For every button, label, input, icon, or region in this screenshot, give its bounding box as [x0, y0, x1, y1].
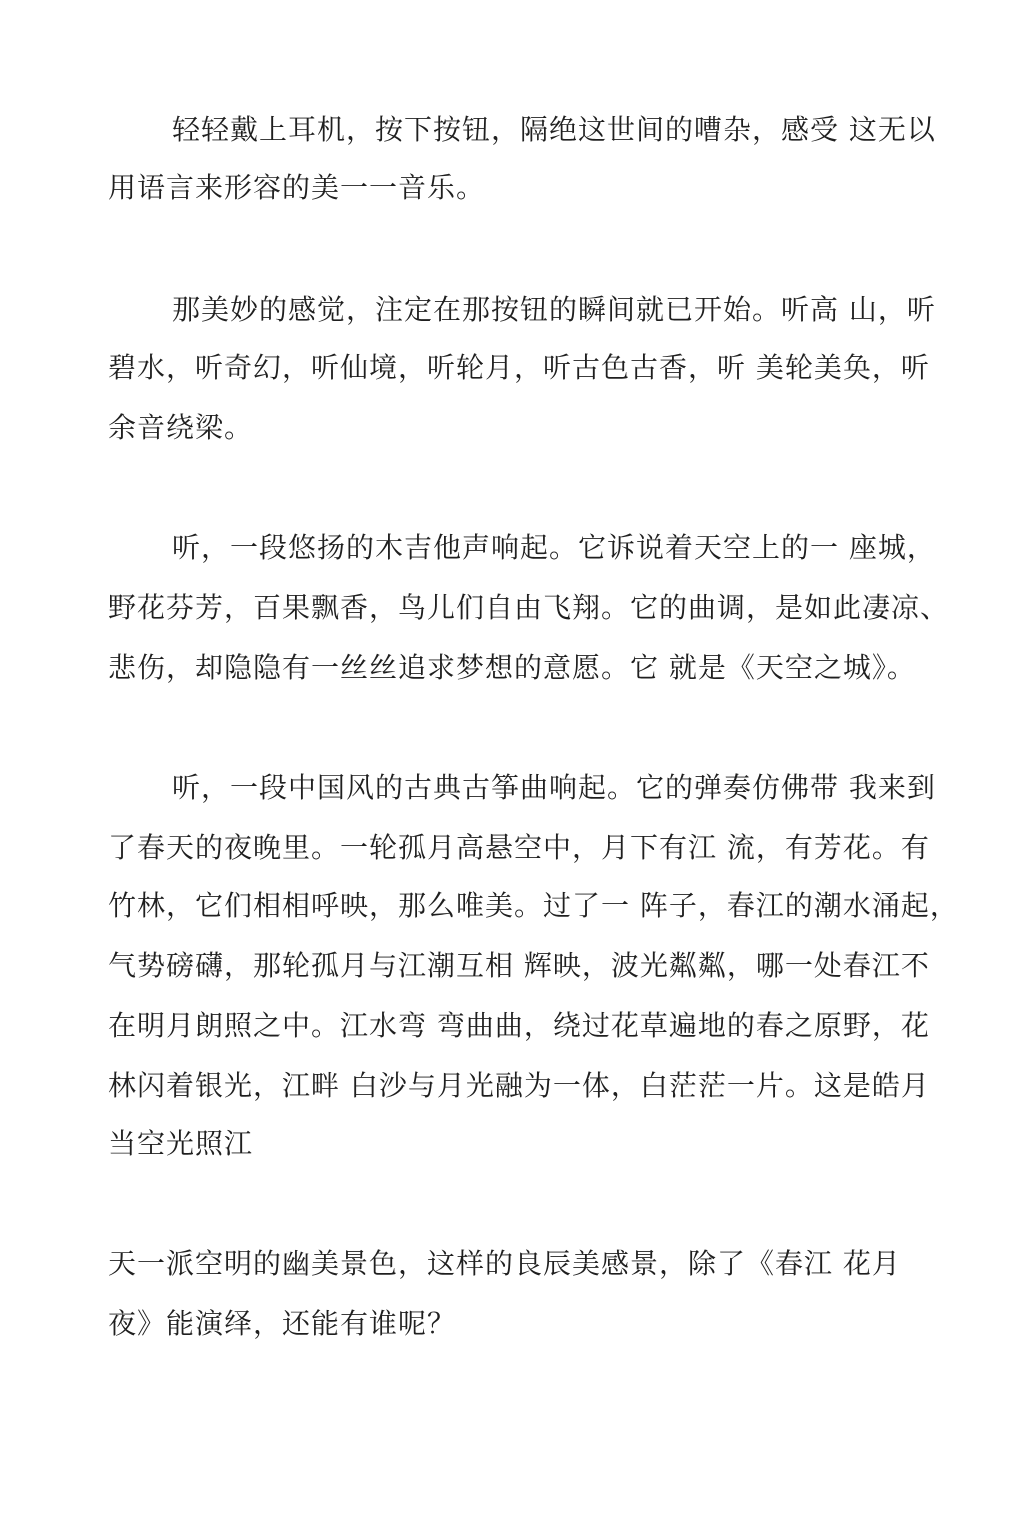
paragraph-2-line-1: 那美妙的感觉，注定在那按钮的瞬间就已开始。听高 山，听 [172, 293, 936, 326]
paragraph-4-line-5: 在明月朗照之中。江水弯 弯曲曲，绕过花草遍地的春之原野，花 [108, 1009, 930, 1042]
paragraph-4-line-4: 气势磅礴，那轮孤月与江潮互相 辉映，波光粼粼，哪一处春江不 [108, 949, 930, 982]
paragraph-5-line-1: 天一派空明的幽美景色，这样的良辰美感景，除了《春江 花月 [108, 1247, 901, 1280]
paragraph-4-line-2: 了春天的夜晚里。一轮孤月高悬空中，月下有江 流，有芳花。有 [108, 831, 930, 864]
paragraph-1-line-2: 用语言来形容的美一一音乐。 [108, 171, 486, 204]
paragraph-4-line-7: 当空光照江 [108, 1127, 254, 1160]
paragraph-3-line-3: 悲伤，却隐隐有一丝丝追求梦想的意愿。它 就是《天空之城》。 [108, 651, 916, 684]
paragraph-3-line-2: 野花芬芳，百果飘香，鸟儿们自由飞翔。它的曲调，是如此凄凉、 [108, 591, 950, 624]
paragraph-2-line-3: 余音绕梁。 [108, 411, 254, 444]
paragraph-1-line-1: 轻轻戴上耳机，按下按钮，隔绝这世间的嘈杂，感受 这无以 [172, 113, 936, 146]
paragraph-5-line-2: 夜》能演绎，还能有谁呢？ [108, 1307, 457, 1340]
paragraph-2-line-2: 碧水，听奇幻，听仙境，听轮月，听古色古香，听 美轮美奂，听 [108, 351, 930, 384]
paragraph-4-line-3: 竹林，它们相相呼映，那么唯美。过了一 阵子，春江的潮水涌起， [108, 889, 959, 922]
paragraph-3-line-1: 听，一段悠扬的木吉他声响起。它诉说着天空上的一 座城， [172, 531, 936, 564]
paragraph-4-line-1: 听，一段中国风的古典古筝曲响起。它的弹奏仿佛带 我来到 [172, 771, 936, 804]
paragraph-4-line-6: 林闪着银光，江畔 白沙与月光融为一体，白茫茫一片。这是皓月 [108, 1069, 930, 1102]
